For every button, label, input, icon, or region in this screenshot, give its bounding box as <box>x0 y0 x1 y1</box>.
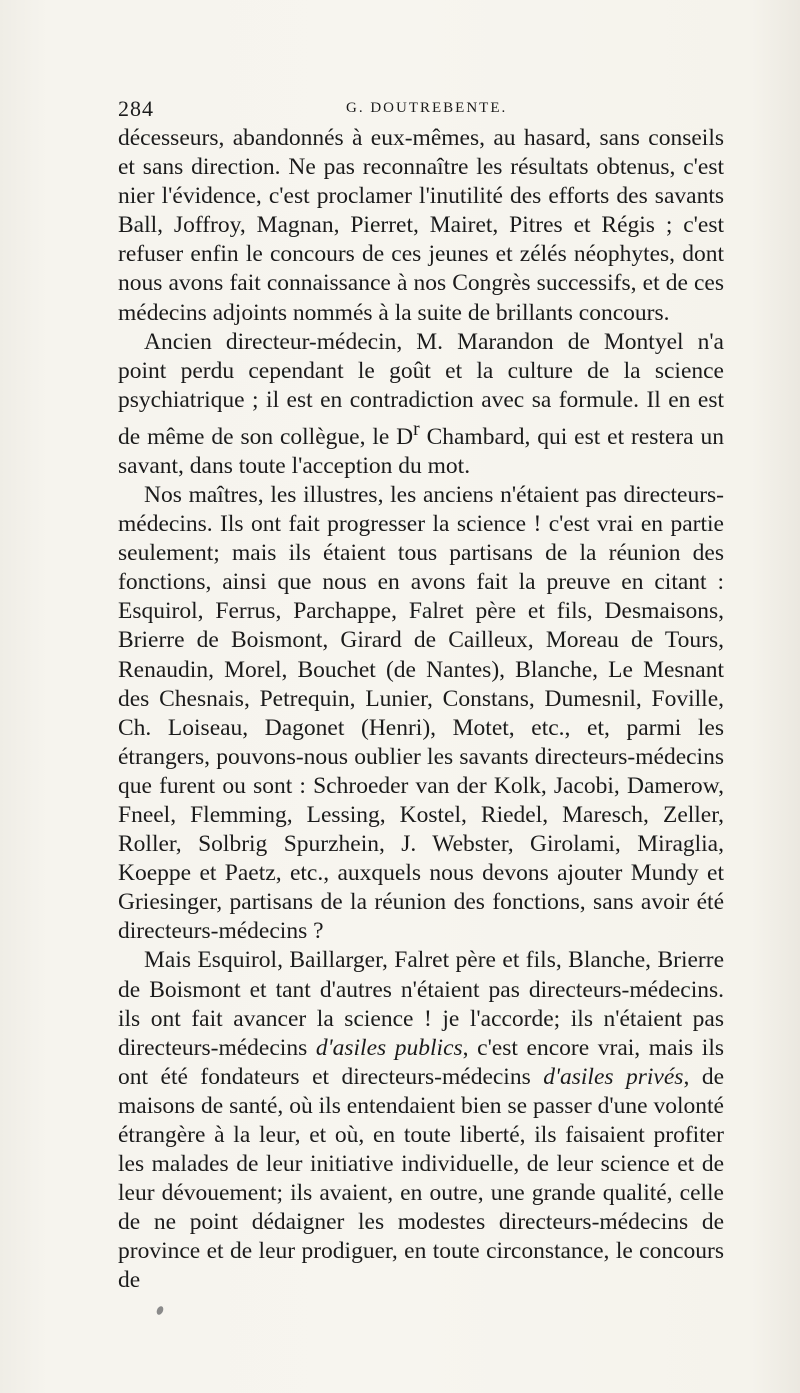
paragraph-4-part-1: Mais Esquirol, Baillarger, Falret père et fils, Blanche, Brierre de Boismont et tant d'autres n'étaient pas directeurs-médecins. ils ont fait avancer la science ! je l'accorde; ils n'étaient pas directeurs-médecins <box>118 947 724 1061</box>
paragraph-4-part-2: , c'est encore vrai, mais ils ont été fondateurs et directeurs-médecins <box>118 1034 724 1090</box>
ink-speck <box>155 1305 164 1316</box>
paragraph-2 <box>118 328 724 481</box>
page-header <box>118 96 724 126</box>
paragraph-1: décesseurs, abandonnés à eux-mêmes, au hasard, sans conseils et sans direction. Ne pas reconnaître les résultats obtenus, c'est nier l'évidence, c'est proclamer l'inutilité des efforts des savants Ball, Joffroy, Magnan, Pierret, Mairet, Pitres et Régis ; c'est refuser enfin le concours de ces jeunes et zélés néophytes, dont nous avons fait connaissance à nos Congrès successifs, et de ces médecins adjoints nommés à la suite de brillants concours. <box>118 125 724 326</box>
doctor-abbrev-superscript: r <box>413 418 420 440</box>
paragraph-4 <box>118 946 724 1295</box>
running-head: G. DOUTREBENTE. <box>346 100 508 116</box>
paragraph-2-part-2: Chambard, qui est et restera un savant, dans toute l'acception du mot. <box>118 423 724 479</box>
paragraph-2-part-1: Ancien directeur-médecin, M. Marandon de Montyel n'a point perdu cependant le goût et la culture de la science psychiatrique ; il est en contradiction avec sa formule. Il en est de même de son collègue, le D <box>118 328 724 450</box>
paragraph-3: Nos maîtres, les illustres, les anciens n'étaient pas directeurs-médecins. Ils ont fait progresser la science ! c'est vrai en partie seulement; mais ils étaient tous partisans de la réunion des fonctions, ainsi que nous en avons fait la preuve en citant : Esquirol, Ferrus, Parchappe, Falret père et fils, Desmaisons, Brierre de Boismont, Girard de Cailleux, Moreau de Tours, Renaudin, Morel, Bouchet (de Nantes), Blanche, Le Mesnant des Chesnais, Petrequin, Lunier, Constans, Dumesnil, Foville, Ch. Loiseau, Dagonet (Henri), Motet, etc., et, parmi les étrangers, pouvons-nous oublier les savants directeurs-médecins que furent ou sont : Schroeder van der Kolk, Jacobi, Damerow, Fneel, Flemming, Lessing, Kostel, Riedel, Maresch, Zeller, Roller, Solbrig Spurzhein, J. Webster, Girolami, Miraglia, Koeppe et Paetz, etc., auxquels nous devons ajouter Mundy et Griesinger, partisans de la réunion des fonctions, sans avoir été directeurs-médecins ? <box>118 481 724 945</box>
italic-asiles-publics: d'asiles publics <box>315 1034 463 1061</box>
body-text <box>118 124 724 1296</box>
italic-asiles-prives: d'asiles privés <box>543 1063 684 1090</box>
page-number: 284 <box>118 96 154 121</box>
paragraph-4-part-3: , de maisons de santé, où ils entendaient bien se passer d'une volonté étrangère à la leur, et où, en toute liberté, ils faisaient profiter les malades de leur initiative individuelle, de leur science et de leur dévouement; ils avaient, en outre, une grande qualité, celle de ne point dédaigner les modestes directeurs-médecins de province et de leur prodiguer, en toute circonstance, le concours de <box>118 1063 724 1294</box>
